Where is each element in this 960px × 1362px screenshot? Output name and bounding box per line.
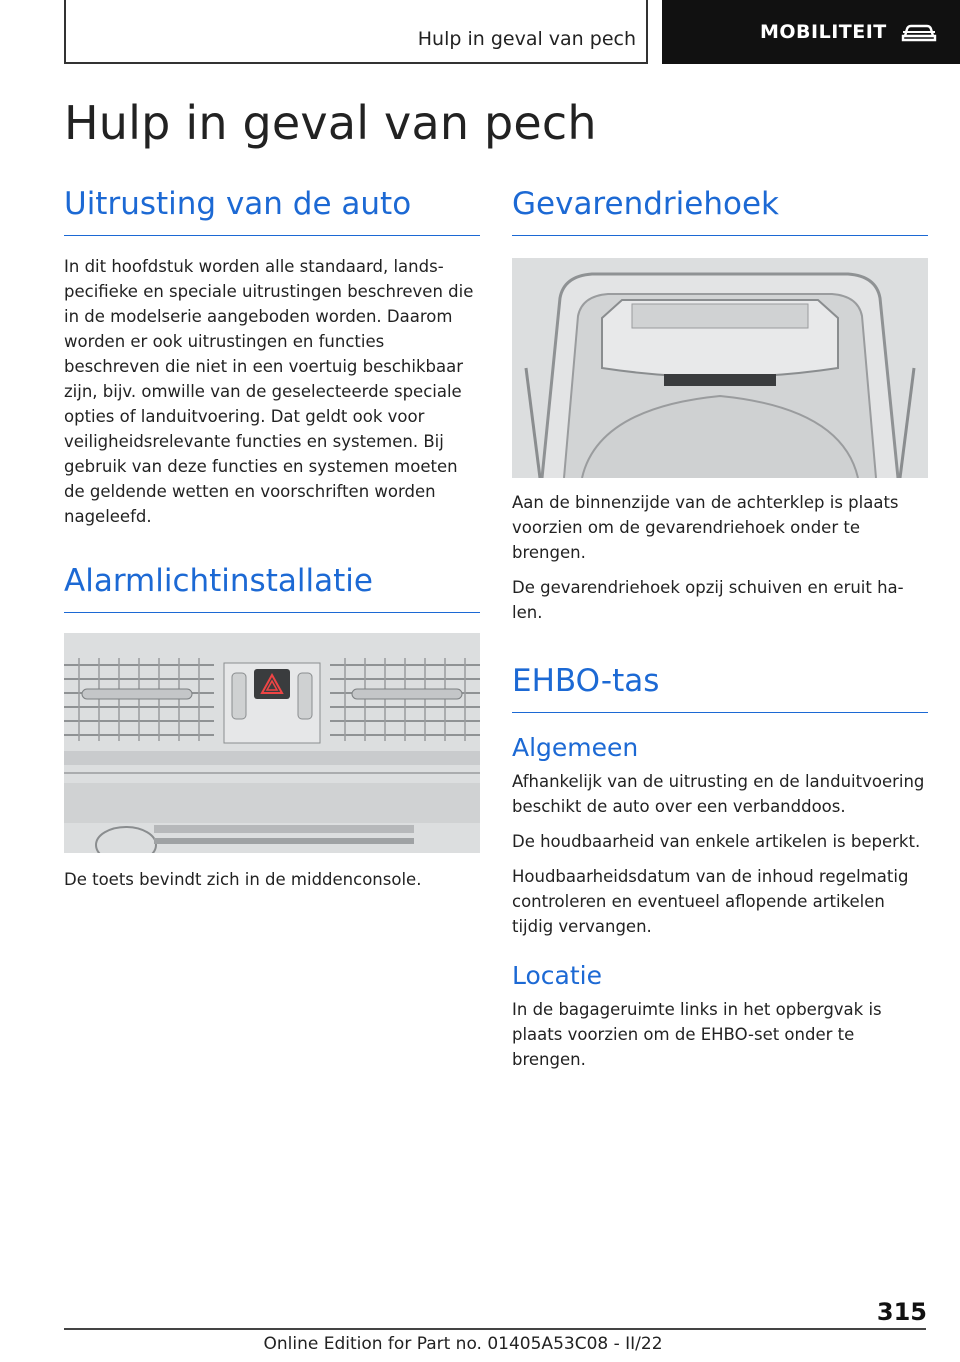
heading-algemeen: Algemeen	[512, 733, 639, 763]
hazard-switch-illustration	[64, 633, 480, 853]
alarm-caption: De toets bevindt zich in de middenconsole.	[64, 870, 422, 890]
footer-edition: Online Edition for Part no. 01405A53C08 - II/22	[263, 1334, 663, 1354]
tailgate-image	[512, 258, 928, 478]
heading-alarm: Alarmlichtinstallatie	[64, 563, 480, 613]
footer-rule	[64, 1328, 926, 1330]
algemeen-text-1: Afhankelijk van de uitrusting en de landuitvoering beschikt de auto over een verbanddoos.	[512, 772, 925, 817]
heading-gevarendriehoek: Gevarendriehoek	[512, 186, 928, 236]
uitrusting-text: In dit hoofdstuk worden alle standaard, landspecifieke en speciale uitrustingen beschreven die in de modelserie aangeboden worden. Daarom worden er ook uitrustingen en functies beschreven die niet in een voertuig beschikbaar zijn, bijv. omwille van de geselecteerde speciale opties of landuitvoering. Dat geldt ook voor veiligheidsrelevante functies en systemen. Bij gebruik van deze functies en systemen moeten de geldende wetten en voorschriften worden nageleefd.	[64, 257, 474, 527]
header-rule-left	[64, 0, 66, 64]
page-number: 315	[876, 1298, 927, 1326]
header-chapter-label: MOBILITEIT	[760, 21, 887, 43]
header-rule	[64, 62, 646, 64]
header-rule-divider	[646, 0, 648, 64]
heading-uitrusting: Uitrusting van de auto	[64, 186, 480, 236]
gevaren-text-1: Aan de binnenzijde van de achterklep is plaats voorzien om de gevarendriehoek onder te brengen.	[512, 493, 899, 563]
header-section-title: Hulp in geval van pech	[417, 28, 636, 50]
algemeen-text-2: De houdbaarheid van enkele artikelen is beperkt.	[512, 832, 921, 852]
left-column	[64, 186, 480, 892]
algemeen-text-3: Houdbaarheidsdatum van de inhoud regelmatig controleren en eventueel aflopende artikelen tijdig vervangen.	[512, 867, 909, 937]
right-column	[512, 186, 928, 1072]
header-chapter-tab	[662, 0, 960, 64]
tailgate-illustration	[512, 258, 928, 478]
gevaren-text-2: De gevarendriehoek opzij schuiven en eruit halen.	[512, 578, 904, 623]
heading-ehbo: EHBO-tas	[512, 663, 928, 713]
car-icon	[901, 21, 937, 43]
heading-locatie: Locatie	[512, 961, 602, 991]
page-title: Hulp in geval van pech	[64, 96, 597, 150]
locatie-text: In de bagageruimte links in het opbergvak is plaats voorzien om de EHBO-set onder te brengen.	[512, 1000, 882, 1070]
hazard-switch-image	[64, 633, 480, 853]
